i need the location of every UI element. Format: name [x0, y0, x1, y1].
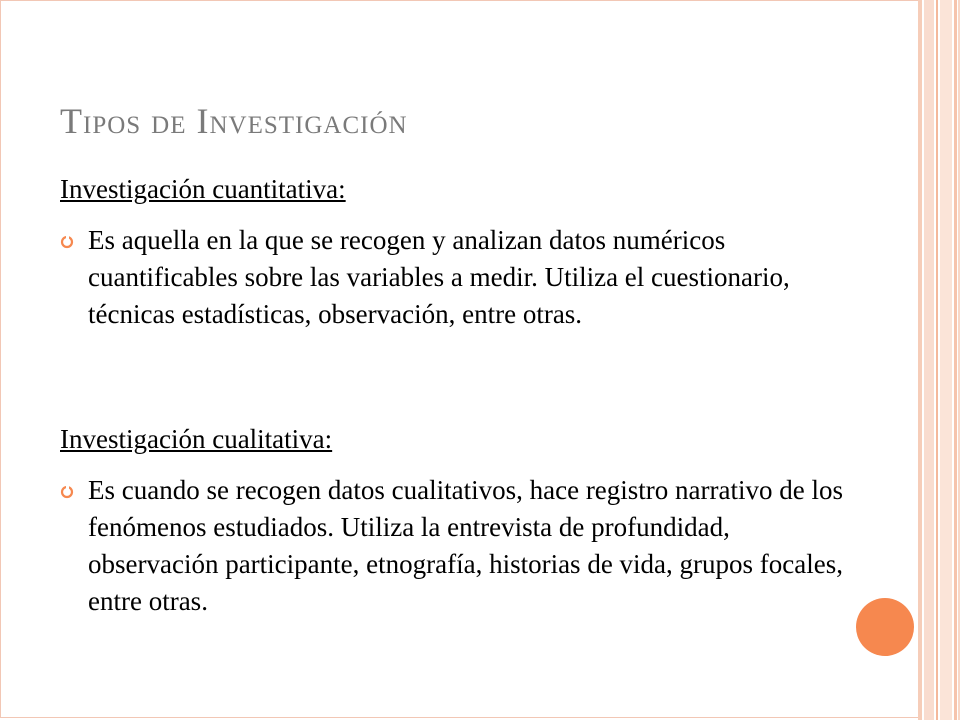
stripe	[924, 0, 934, 720]
stripe	[954, 0, 957, 720]
stripe	[940, 0, 952, 720]
bullet-text: Es cuando se recogen datos cualitativos, hace registro narrativo de los fenómenos estudiados. Utiliza la entrevista de profundidad, observación participante, etnografía, historias de vida, grupos focales, entre otras.	[88, 475, 843, 616]
bullet-circle-icon	[60, 485, 74, 499]
section-heading-quantitative: Investigación cuantitativa:	[60, 174, 346, 204]
bullet-text: Es aquella en la que se recogen y analizan datos numéricos cuantificables sobre las variables a medir. Utiliza el cuestionario, técnicas estadísticas, observación, entre otras.	[88, 225, 790, 329]
stripe	[918, 0, 922, 720]
section-heading-qualitative: Investigación cualitativa:	[60, 424, 333, 454]
decorative-circle	[856, 598, 914, 656]
bullet-item-qualitative	[60, 472, 860, 620]
decorative-stripes	[918, 0, 960, 720]
bullet-item-quantitative	[60, 222, 860, 333]
slide-title: Tipos de Investigación	[60, 101, 408, 141]
bullet-circle-icon	[60, 235, 74, 249]
stripe	[936, 0, 938, 720]
